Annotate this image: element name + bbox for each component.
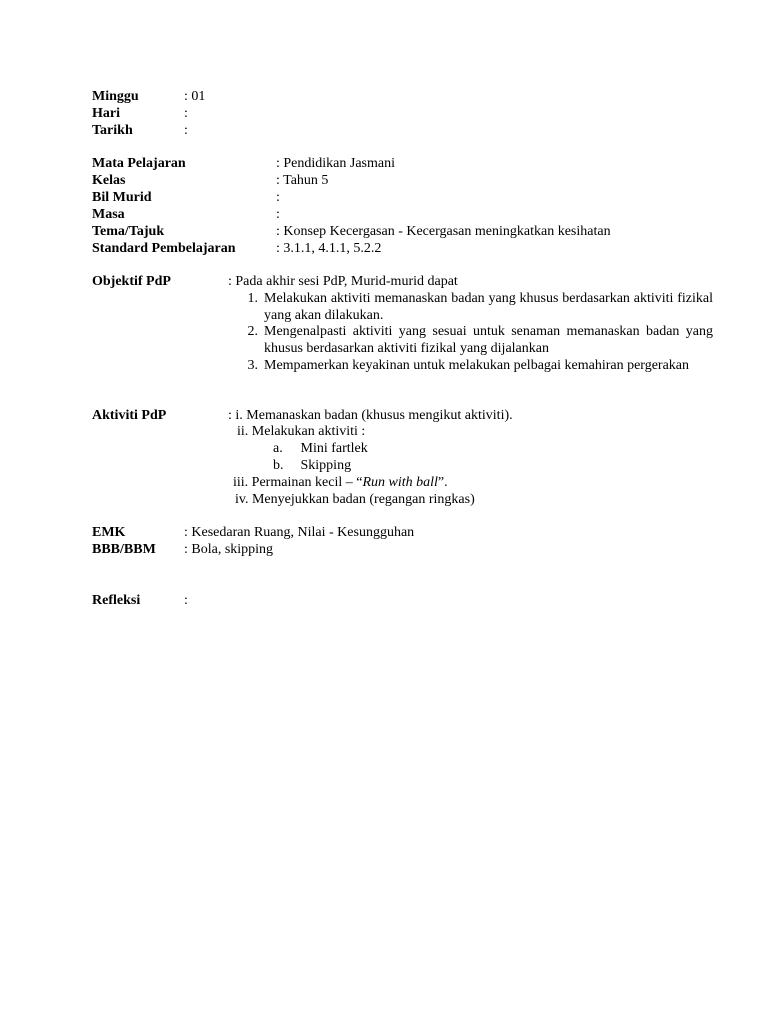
- aktiviti-item-prefix: iv.: [235, 492, 249, 507]
- aktiviti-item: [228, 407, 513, 424]
- aktiviti-item-text: Permainan kecil – “: [251, 475, 363, 490]
- hari-value: :: [184, 106, 188, 121]
- aktiviti-subitem: [273, 457, 351, 474]
- masa-label: Masa: [92, 207, 125, 222]
- tarikh-label: Tarikh: [92, 123, 133, 138]
- standard-value: : 3.1.1, 4.1.1, 5.2.2: [276, 241, 382, 256]
- tema-label: Tema/Tajuk: [92, 224, 165, 239]
- refleksi-label: Refleksi: [92, 593, 141, 608]
- objektif-item-number: 2.: [247, 324, 258, 339]
- aktiviti-subitem-prefix: a.: [273, 441, 283, 456]
- masa-value: :: [276, 207, 280, 222]
- aktiviti-subitem: [273, 440, 368, 457]
- aktiviti-item-prefix: ii.: [237, 424, 249, 439]
- aktiviti-item: [235, 491, 475, 508]
- objektif-item-text: Melakukan aktiviti memanaskan badan yang khusus berdasarkan aktiviti fizikal yang akan dilakukan.: [264, 291, 713, 323]
- kelas-value: : Tahun 5: [276, 173, 329, 188]
- aktiviti-item-suffix: ”.: [437, 475, 448, 490]
- standard-label: Standard Pembelajaran: [92, 241, 236, 256]
- aktiviti-item-prefix: : i.: [228, 408, 243, 423]
- aktiviti-subitem-text: Mini fartlek: [300, 441, 368, 456]
- aktiviti-item-prefix: iii.: [233, 475, 249, 490]
- kelas-label: Kelas: [92, 173, 126, 188]
- aktiviti-subitem-prefix: b.: [273, 458, 284, 473]
- aktiviti-item: [237, 423, 365, 440]
- bbb-label: BBB/BBM: [92, 542, 156, 557]
- aktiviti-item-text: Menyejukkan badan (regangan ringkas): [251, 492, 475, 507]
- aktiviti-subitem-text: Skipping: [300, 458, 352, 473]
- objektif-item-text: Mempamerkan keyakinan untuk melakukan pelbagai kemahiran pergerakan: [264, 358, 690, 373]
- emk-label: EMK: [92, 525, 126, 540]
- refleksi-value: :: [184, 593, 188, 608]
- aktiviti-label: Aktiviti PdP: [92, 408, 167, 423]
- mata-pelajaran-value: : Pendidikan Jasmani: [276, 156, 395, 171]
- objektif-label: Objektif PdP: [92, 274, 171, 289]
- hari-label: Hari: [92, 106, 120, 121]
- objektif-intro: : Pada akhir sesi PdP, Murid-murid dapat: [228, 274, 458, 289]
- objektif-item-number: 3.: [247, 358, 258, 373]
- mata-pelajaran-label: Mata Pelajaran: [92, 156, 186, 171]
- minggu-value: : 01: [184, 89, 206, 104]
- minggu-label: Minggu: [92, 89, 139, 104]
- bbb-value: : Bola, skipping: [184, 542, 274, 557]
- bil-murid-label: Bil Murid: [92, 190, 152, 205]
- aktiviti-item-text: Memanaskan badan (khusus mengikut aktiviti).: [246, 408, 513, 423]
- aktiviti-item-italic: Run with ball: [362, 475, 438, 490]
- emk-value: : Kesedaran Ruang, Nilai - Kesungguhan: [184, 525, 415, 540]
- tarikh-value: :: [184, 123, 188, 138]
- objektif-item-text: Mengenalpasti aktiviti yang sesuai untuk senaman memanaskan badan yang khusus berdasarkan aktiviti fizikal yang dijalankan: [264, 324, 713, 356]
- aktiviti-item: [233, 474, 448, 491]
- aktiviti-item-text: Melakukan aktiviti :: [251, 424, 366, 439]
- bil-murid-value: :: [276, 190, 280, 205]
- objektif-item-number: 1.: [247, 291, 258, 306]
- tema-value: : Konsep Kecergasan - Kecergasan meningkatkan kesihatan: [276, 224, 611, 239]
